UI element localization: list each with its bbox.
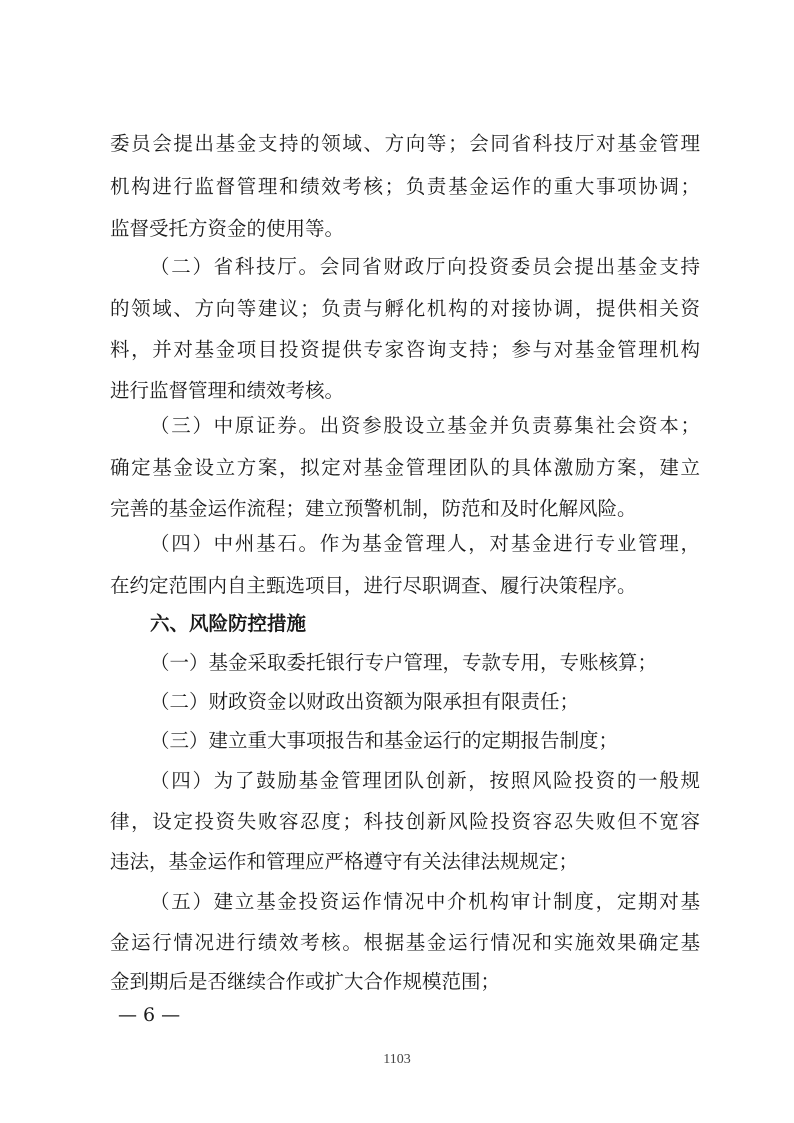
footer-number: 1103 (383, 1052, 411, 1067)
text-line: （一）基金采取委托银行专户管理，专款专用，专账核算； (150, 651, 658, 674)
text-line: （四）中州基石。作为基金管理人，对基金进行专业管理， (150, 532, 700, 555)
text-line: 律，设定投资失败容忍度；科技创新风险投资容忍失败但不宽容 (110, 810, 700, 833)
text-line: 料，并对基金项目投资提供专家咨询支持；参与对基金管理机构 (110, 338, 700, 361)
page-number: — 6 — (118, 1004, 181, 1026)
text-line: 在约定范围内自主甄选项目，进行尽职调查、履行决策程序。 (110, 574, 637, 597)
text-line: 进行监督管理和绩效考核。 (110, 379, 345, 402)
text-line: 完善的基金运作流程；建立预警机制，防范和及时化解风险。 (110, 497, 637, 520)
text-line: 监督受托方资金的使用等。 (110, 217, 345, 240)
text-line: 确定基金设立方案，拟定对基金管理团队的具体激励方案，建立 (110, 456, 700, 479)
section-heading: 六、风险防控措施 (150, 612, 307, 635)
text-line: 违法，基金运作和管理应严格遵守有关法律法规规定； (110, 850, 579, 873)
text-line: （四）为了鼓励基金管理团队创新，按照风险投资的一般规 (150, 769, 700, 792)
text-line: 金运行情况进行绩效考核。根据基金运行情况和实施效果确定基 (110, 931, 700, 954)
text-line: （三）建立重大事项报告和基金运行的定期报告制度； (150, 729, 619, 752)
text-line: 金到期后是否继续合作或扩大合作规模范围； (110, 970, 501, 993)
text-line: 委员会提出基金支持的领域、方向等；会同省科技厅对基金管理 (110, 132, 700, 155)
text-line: 的领域、方向等建议；负责与孵化机构的对接协调，提供相关资 (110, 297, 700, 320)
text-line: （三）中原证券。出资参股设立基金并负责募集社会资本； (150, 414, 700, 437)
text-line: （二）财政资金以财政出资额为限承担有限责任； (150, 690, 580, 713)
text-line: 机构进行监督管理和绩效考核；负责基金运作的重大事项协调； (110, 175, 700, 198)
text-line: （五）建立基金投资运作情况中介机构审计制度，定期对基 (150, 890, 700, 913)
text-line: （二）省科技厅。会同省财政厅向投资委员会提出基金支持 (150, 255, 700, 278)
